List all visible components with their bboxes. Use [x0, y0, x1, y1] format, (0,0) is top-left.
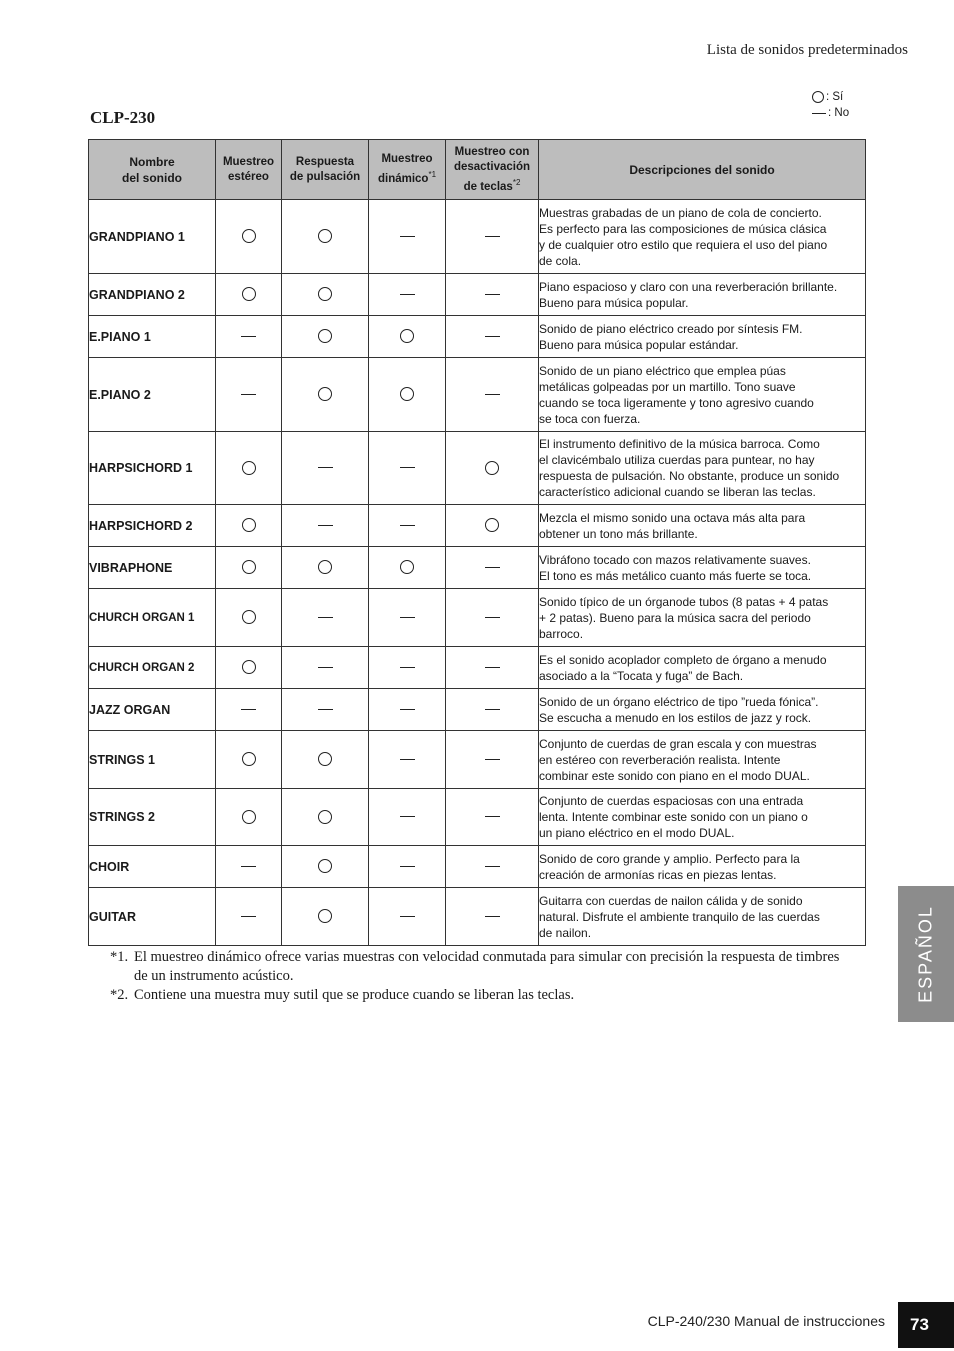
- description-line: característico adicional cuando se liberan las teclas.: [539, 485, 816, 499]
- stereo-cell: [216, 200, 282, 274]
- voice-name: CHURCH ORGAN 1: [89, 589, 216, 647]
- footer-manual-title: CLP-240/230 Manual de instrucciones: [647, 1313, 885, 1329]
- keyoff-cell: [446, 358, 539, 432]
- footnote-1: [110, 948, 850, 986]
- keyoff-cell: [446, 274, 539, 316]
- keyoff-cell: [446, 432, 539, 505]
- description-line: asociado a la “Tocata y fuga” de Bach.: [539, 668, 744, 683]
- description-line: el clavicémbalo utiliza cuerdas para puntear, no hay: [539, 453, 815, 467]
- touch-cell: [282, 358, 369, 432]
- header-dynamic-line2: dinámico: [377, 172, 429, 185]
- voice-name: GRANDPIANO 1: [89, 200, 216, 274]
- keyoff-cell: [446, 846, 539, 888]
- touch-cell: [282, 432, 369, 505]
- description-line: cuando se toca ligeramente y tono agresivo cuando: [539, 395, 814, 410]
- dynamic-cell: [369, 432, 446, 505]
- dash-icon: [485, 617, 500, 618]
- header-name: [89, 140, 216, 200]
- voice-name: HARPSICHORD 1: [89, 432, 216, 505]
- description-line: Sonido de un órgano eléctrico de tipo ”rueda fónica”.: [539, 694, 819, 709]
- table-row: [89, 200, 866, 274]
- dash-icon: [400, 294, 415, 295]
- circle-icon: [400, 560, 414, 574]
- dash-icon: [400, 916, 415, 917]
- dash-icon: [241, 916, 256, 917]
- stereo-cell: [216, 358, 282, 432]
- dash-icon: [485, 709, 500, 710]
- language-label: ESPAÑOL: [915, 905, 936, 1003]
- footnote-1-mark: *1.: [110, 949, 129, 965]
- description-line: Bueno para música popular estándar.: [539, 337, 739, 352]
- description-line: Guitarra con cuerdas de nailon cálida y de sonido: [539, 893, 803, 908]
- footnote-2: [110, 986, 850, 1005]
- voice-description: [539, 731, 866, 789]
- header-stereo: [216, 140, 282, 200]
- dash-icon: [241, 336, 256, 337]
- keyoff-cell: [446, 589, 539, 647]
- dash-icon: [485, 394, 500, 395]
- stereo-cell: [216, 647, 282, 689]
- description-line: y de cualquier otro estilo que requiera el uso del piano: [539, 237, 828, 252]
- touch-cell: [282, 689, 369, 731]
- header-dynamic: [369, 140, 446, 200]
- voice-name: CHURCH ORGAN 2: [89, 647, 216, 689]
- description-line: Bueno para música popular.: [539, 295, 689, 310]
- description-line: Piano espacioso y claro con una reverberación brillante.: [539, 279, 838, 294]
- circle-icon: [400, 329, 414, 343]
- header-keyoff: [446, 140, 539, 200]
- table-header-row: [89, 140, 866, 200]
- dash-icon: [318, 525, 333, 526]
- stereo-cell: [216, 505, 282, 547]
- dash-icon: [485, 667, 500, 668]
- circle-icon: [242, 518, 256, 532]
- circle-icon: [242, 229, 256, 243]
- description-line: de cola.: [539, 253, 582, 268]
- table-row: [89, 505, 866, 547]
- footnotes: [110, 948, 850, 1005]
- keyoff-cell: [446, 547, 539, 589]
- description-line: Es perfecto para las composiciones de música clásica: [539, 221, 827, 236]
- touch-cell: [282, 505, 369, 547]
- description-line: se toca con fuerza.: [539, 411, 641, 426]
- dash-icon: [485, 759, 500, 760]
- keyoff-cell: [446, 647, 539, 689]
- dash-icon: [400, 816, 415, 817]
- dash-icon: [318, 617, 333, 618]
- header-touch: [282, 140, 369, 200]
- voice-description: [539, 358, 866, 432]
- header-keyoff-footnote: *2: [512, 177, 521, 187]
- dynamic-cell: [369, 547, 446, 589]
- description-line: Sonido típico de un órganode tubos (8 patas + 4 patas: [539, 594, 829, 609]
- voice-name: HARPSICHORD 2: [89, 505, 216, 547]
- description-line: Sonido de piano eléctrico creado por síntesis FM.: [539, 321, 803, 336]
- keyoff-cell: [446, 789, 539, 846]
- description-line: metálicas golpeadas por un martillo. Tono suave: [539, 379, 796, 394]
- voice-name: GUITAR: [89, 888, 216, 946]
- header-dynamic-footnote: *1: [428, 170, 437, 180]
- circle-icon: [318, 859, 332, 873]
- dynamic-cell: [369, 789, 446, 846]
- keyoff-cell: [446, 888, 539, 946]
- description-line: El instrumento definitivo de la música barroca. Como: [539, 437, 820, 451]
- touch-cell: [282, 846, 369, 888]
- table-row: [89, 647, 866, 689]
- circle-icon: [318, 752, 332, 766]
- dash-icon: [400, 617, 415, 618]
- stereo-cell: [216, 432, 282, 505]
- dash-icon: [400, 759, 415, 760]
- dash-icon: [485, 916, 500, 917]
- header-description: Descripciones del sonido: [539, 140, 866, 200]
- description-line: respuesta de pulsación. No obstante, produce un sonido: [539, 469, 840, 483]
- header-stereo-line2: estéreo: [228, 170, 269, 183]
- table-row: [89, 432, 866, 505]
- header-touch-line2: de pulsación: [289, 170, 361, 183]
- circle-icon: [242, 461, 256, 475]
- legend-no-label: : No: [828, 107, 850, 119]
- touch-cell: [282, 789, 369, 846]
- header-touch-line1: Respuesta: [295, 155, 355, 168]
- circle-icon: [242, 810, 256, 824]
- header-dynamic-line1: Muestreo: [381, 153, 433, 166]
- description-line: Conjunto de cuerdas de gran escala y con muestras: [539, 736, 817, 751]
- description-line: Sonido de un piano eléctrico que emplea púas: [539, 363, 786, 378]
- dash-icon: [485, 567, 500, 568]
- footnote-2-text: Contiene una muestra muy sutil que se produce cuando se liberan las teclas.: [134, 987, 575, 1003]
- voice-name: E.PIANO 1: [89, 316, 216, 358]
- voice-description: [539, 689, 866, 731]
- dynamic-cell: [369, 358, 446, 432]
- voice-description: [539, 505, 866, 547]
- dash-icon: [400, 525, 415, 526]
- dash-icon: [485, 336, 500, 337]
- keyoff-cell: [446, 200, 539, 274]
- dash-icon: [485, 294, 500, 295]
- table-row: [89, 789, 866, 846]
- circle-icon: [318, 560, 332, 574]
- table-row: [89, 274, 866, 316]
- header-name-line1: Nombre: [129, 154, 175, 169]
- dash-icon: [318, 667, 333, 668]
- circle-icon: [318, 229, 332, 243]
- description-line: lenta. Intente combinar este sonido con un piano o: [539, 810, 808, 824]
- voice-description: [539, 888, 866, 946]
- voice-name: JAZZ ORGAN: [89, 689, 216, 731]
- description-line: obtener un tono más brillante.: [539, 526, 698, 541]
- touch-cell: [282, 547, 369, 589]
- description-line: Sonido de coro grande y amplio. Perfecto para la: [539, 851, 800, 866]
- legend-yes: [812, 89, 849, 105]
- dash-icon: [400, 709, 415, 710]
- voice-description: [539, 547, 866, 589]
- voice-description: [539, 846, 866, 888]
- table-row: [89, 689, 866, 731]
- circle-icon: [318, 810, 332, 824]
- dynamic-cell: [369, 647, 446, 689]
- description-line: + 2 patas). Bueno para la música sacra del periodo: [539, 610, 811, 625]
- header-keyoff-line2: desactivación: [453, 160, 531, 173]
- dash-icon: [485, 816, 500, 817]
- model-heading: CLP-230: [90, 108, 156, 127]
- voice-description: [539, 789, 866, 846]
- description-line: Es el sonido acoplador completo de órgano a menudo: [539, 652, 827, 667]
- description-line: Vibráfono tocado con mazos relativamente suaves.: [539, 552, 811, 567]
- stereo-cell: [216, 789, 282, 846]
- circle-icon: [242, 287, 256, 301]
- dynamic-cell: [369, 589, 446, 647]
- dash-icon: [241, 709, 256, 710]
- page-header-title: Lista de sonidos predeterminados: [706, 42, 908, 58]
- table-body: [89, 200, 866, 946]
- touch-cell: [282, 200, 369, 274]
- voice-description: [539, 589, 866, 647]
- keyoff-cell: [446, 316, 539, 358]
- circle-icon: [242, 660, 256, 674]
- description-line: en estéreo con reverberación realista. Intente: [539, 752, 781, 767]
- stereo-cell: [216, 846, 282, 888]
- footnote-1-text: El muestreo dinámico ofrece varias muestras con velocidad conmutada para simular con precisión la respuesta de timbres de un instrumento acústico.: [134, 949, 840, 984]
- voice-name: STRINGS 2: [89, 789, 216, 846]
- circle-icon: [242, 610, 256, 624]
- dash-icon: [400, 236, 415, 237]
- description-line: El tono es más metálico cuanto más fuerte se toca.: [539, 568, 812, 583]
- touch-cell: [282, 731, 369, 789]
- keyoff-cell: [446, 505, 539, 547]
- circle-icon: [318, 909, 332, 923]
- voice-table: [88, 139, 866, 946]
- touch-cell: [282, 647, 369, 689]
- page-number: 73: [898, 1302, 954, 1348]
- voice-name: STRINGS 1: [89, 731, 216, 789]
- table-row: [89, 846, 866, 888]
- description-line: barroco.: [539, 626, 584, 641]
- circle-icon: [812, 91, 824, 103]
- description-line: combinar este sonido con piano en el modo DUAL.: [539, 768, 810, 783]
- voice-description: [539, 432, 866, 505]
- description-line: de nailon.: [539, 925, 592, 940]
- voice-name: GRANDPIANO 2: [89, 274, 216, 316]
- table-row: [89, 589, 866, 647]
- voice-description: [539, 274, 866, 316]
- header-name-line2: del sonido: [122, 170, 182, 185]
- dash-icon: [318, 467, 333, 468]
- dash-icon: [241, 866, 256, 867]
- voice-description: [539, 647, 866, 689]
- voice-name: E.PIANO 2: [89, 358, 216, 432]
- legend-no: [812, 105, 849, 121]
- stereo-cell: [216, 316, 282, 358]
- stereo-cell: [216, 274, 282, 316]
- voice-description: [539, 200, 866, 274]
- keyoff-cell: [446, 731, 539, 789]
- stereo-cell: [216, 589, 282, 647]
- table-row: [89, 888, 866, 946]
- touch-cell: [282, 589, 369, 647]
- circle-icon: [485, 461, 499, 475]
- table-row: [89, 547, 866, 589]
- table-row: [89, 731, 866, 789]
- table-row: [89, 316, 866, 358]
- circle-icon: [318, 287, 332, 301]
- touch-cell: [282, 888, 369, 946]
- description-line: Conjunto de cuerdas espaciosas con una entrada: [539, 794, 804, 808]
- description-line: creación de armonías ricas en piezas lentas.: [539, 867, 777, 882]
- description-line: Muestras grabadas de un piano de cola de concierto.: [539, 205, 822, 220]
- stereo-cell: [216, 689, 282, 731]
- description-line: Mezcla el mismo sonido una octava más alta para: [539, 510, 806, 525]
- dash-icon: [485, 236, 500, 237]
- stereo-cell: [216, 547, 282, 589]
- dash-icon: [400, 667, 415, 668]
- dash-icon: [812, 113, 826, 114]
- touch-cell: [282, 274, 369, 316]
- dynamic-cell: [369, 689, 446, 731]
- table-row: [89, 358, 866, 432]
- dash-icon: [485, 866, 500, 867]
- legend-yes-label: : Sí: [826, 91, 844, 103]
- circle-icon: [242, 560, 256, 574]
- header-keyoff-line1: Muestreo con: [454, 145, 530, 158]
- stereo-cell: [216, 731, 282, 789]
- dynamic-cell: [369, 274, 446, 316]
- dash-icon: [318, 709, 333, 710]
- dash-icon: [400, 467, 415, 468]
- description-line: Se escucha a menudo en los estilos de jazz y rock.: [539, 710, 812, 725]
- circle-icon: [485, 518, 499, 532]
- description-line: natural. Disfrute el ambiente tranquilo de las cuerdas: [539, 909, 820, 924]
- circle-icon: [318, 387, 332, 401]
- dynamic-cell: [369, 316, 446, 358]
- dynamic-cell: [369, 888, 446, 946]
- dash-icon: [400, 866, 415, 867]
- dynamic-cell: [369, 731, 446, 789]
- voice-description: [539, 316, 866, 358]
- dynamic-cell: [369, 505, 446, 547]
- dynamic-cell: [369, 846, 446, 888]
- circle-icon: [318, 329, 332, 343]
- dynamic-cell: [369, 200, 446, 274]
- header-keyoff-line3: de teclas: [463, 180, 513, 193]
- header-stereo-line1: Muestreo: [222, 155, 275, 168]
- keyoff-cell: [446, 689, 539, 731]
- stereo-cell: [216, 888, 282, 946]
- footnote-2-mark: *2.: [110, 987, 129, 1003]
- dash-icon: [241, 394, 256, 395]
- circle-icon: [400, 387, 414, 401]
- voice-name: CHOIR: [89, 846, 216, 888]
- voice-name: VIBRAPHONE: [89, 547, 216, 589]
- description-line: un piano eléctrico en el modo DUAL.: [539, 826, 735, 840]
- circle-icon: [242, 752, 256, 766]
- legend: [812, 89, 849, 121]
- touch-cell: [282, 316, 369, 358]
- language-side-tab: [898, 886, 954, 1022]
